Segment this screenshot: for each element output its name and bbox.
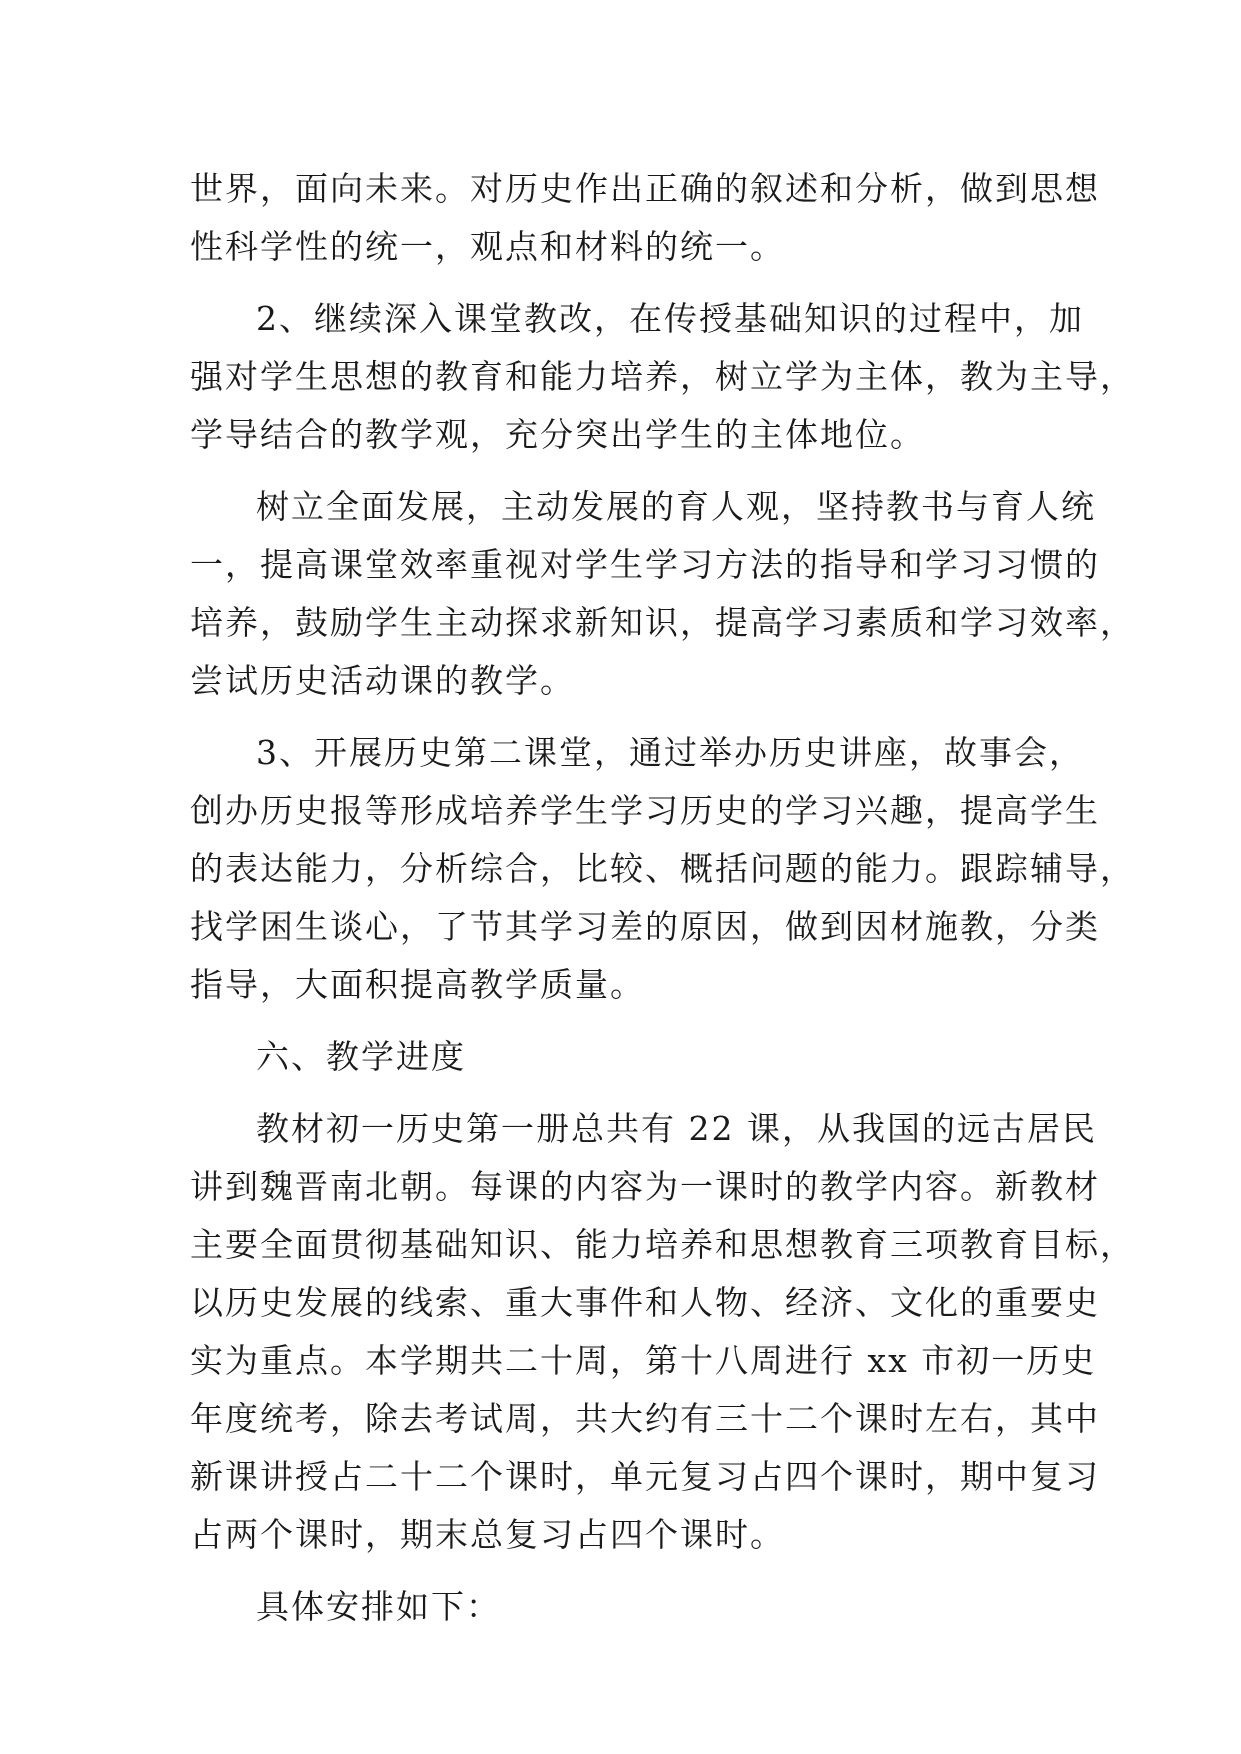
paragraph (190, 290, 1135, 464)
text-line: 年度统考，除去考试周，共大约有三十二个课时左右，其中 (190, 1399, 1100, 1438)
text-line: 主要全面贯彻基础知识、能力培养和思想教育三项教育目标， (190, 1225, 1135, 1264)
paragraph (190, 724, 1135, 1014)
text-line: 世界，面向未来。对历史作出正确的叙述和分析，做到思想 (190, 169, 1100, 208)
text-line: 2、继续深入课堂教改，在传授基础知识的过程中，加 (256, 299, 1084, 338)
text-line: 以历史发展的线索、重大事件和人物、经济、文化的重要史 (190, 1283, 1100, 1322)
text-line: 的表达能力，分析综合，比较、概括问题的能力。跟踪辅导， (190, 849, 1135, 888)
paragraph (190, 478, 1135, 710)
text-line: 讲到魏晋南北朝。每课的内容为一课时的教学内容。新教材 (190, 1167, 1100, 1206)
text-line: 创办历史报等形成培养学生学习历史的学习兴趣，提高学生 (190, 791, 1100, 830)
document-body (190, 160, 1135, 1636)
text-line: 找学困生谈心，了节其学习差的原因，做到因材施教，分类 (190, 907, 1100, 946)
paragraph (190, 160, 1100, 276)
paragraph (190, 1100, 1135, 1564)
text-line: 3、开展历史第二课堂，通过举办历史讲座，故事会， (256, 733, 1084, 772)
text-line: 六、教学进度 (256, 1037, 466, 1076)
text-line: 性科学性的统一，观点和材料的统一。 (190, 227, 785, 266)
paragraph (190, 1578, 1050, 1636)
text-line: 占两个课时，期末总复习占四个课时。 (190, 1515, 785, 1554)
text-line: 尝试历史活动课的教学。 (190, 661, 575, 700)
text-line: 强对学生思想的教育和能力培养，树立学为主体，教为主导， (190, 357, 1135, 396)
text-line: 学导结合的教学观，充分突出学生的主体地位。 (190, 415, 925, 454)
text-line: 具体安排如下： (256, 1587, 501, 1626)
text-line: 实为重点。本学期共二十周，第十八周进行 xx 市初一历史 (190, 1341, 1097, 1380)
text-line: 树立全面发展，主动发展的育人观，坚持教书与育人统 (256, 487, 1096, 526)
text-line: 一，提高课堂效率重视对学生学习方法的指导和学习习惯的 (190, 545, 1100, 584)
text-line: 培养，鼓励学生主动探求新知识，提高学习素质和学习效率， (190, 603, 1135, 642)
text-line: 新课讲授占二十二个课时，单元复习占四个课时，期中复习 (190, 1457, 1100, 1496)
text-line: 教材初一历史第一册总共有 22 课，从我国的远古居民 (256, 1109, 1097, 1148)
section-heading (190, 1028, 1050, 1086)
text-line: 指导，大面积提高教学质量。 (190, 965, 645, 1004)
